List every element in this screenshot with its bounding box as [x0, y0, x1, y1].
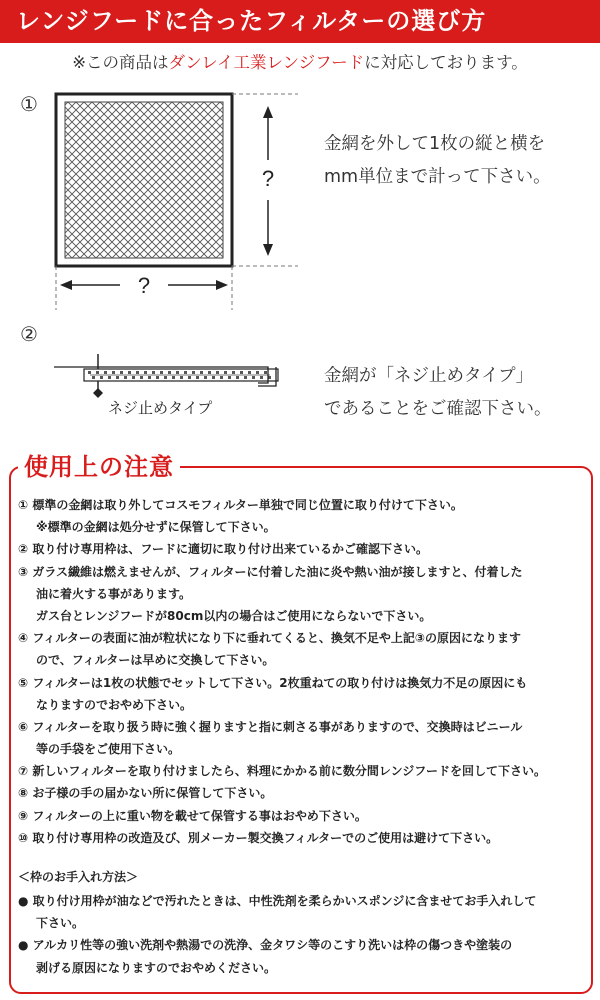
caution-item: 油に着火する事があります。	[36, 586, 192, 601]
care-list	[18, 890, 588, 979]
filter-mesh	[65, 102, 223, 258]
notice-suffix: に対応しております。	[364, 53, 528, 72]
caution-list	[18, 494, 588, 849]
step-2-line-1: 金網が「ネジ止めタイプ」	[324, 366, 534, 386]
compatibility-notice	[0, 49, 600, 73]
caution-title: 使用上の注意	[18, 447, 180, 482]
caution-item: 等の手袋をご使用下さい。	[36, 742, 181, 757]
caution-item: ② 取り付け専用枠は、フードに適切に取り付け出来ているかご確認下さい。	[18, 542, 428, 557]
step-2-instructions	[324, 360, 552, 426]
care-item: 下さい。	[36, 916, 85, 931]
step-2-line-2: であることをご確認下さい。	[324, 399, 552, 419]
screw-type-label: ネジ止めタイプ	[108, 399, 213, 417]
caution-item: ⑧ お子様の手の届かない所に保管して下さい。	[18, 786, 273, 801]
step-1-instructions	[324, 128, 551, 194]
notice-brand: ダンレイ工業レンジフード	[168, 53, 365, 72]
caution-item: ⑤ フィルターは1枚の状態でセットして下さい。2枚重ねての取り付けは換気力不足の原因にも	[18, 675, 528, 690]
caution-item: ① 標準の金網は取り外してコスモフィルター単独で同じ位置に取り付けて下さい。	[18, 498, 463, 512]
step-1-number: ①	[20, 92, 38, 116]
caution-item: ガス台とレンジフードが80cm以内の場合はご使用にならないで下さい。	[36, 608, 432, 623]
care-item: ● 取り付け用枠が油などで汚れたときは、中性洗剤を柔らかいスポンジに含ませてお手入れして	[18, 894, 537, 908]
caution-item: ⑨ フィルターの上に重い物を載せて保管する事はおやめ下さい。	[18, 808, 367, 823]
filter-measure-diagram	[40, 82, 300, 314]
caution-item: ので、フィルターは早めに交換して下さい。	[36, 653, 275, 668]
caution-item: ④ フィルターの表面に油が粒状になり下に垂れてくると、換気不足や上記③の原因になります	[18, 631, 522, 646]
care-heading: ＜枠のお手入れ方法＞	[18, 870, 139, 884]
page-title: レンジフードに合ったフィルターの選び方	[16, 7, 487, 35]
screw-type-diagram	[50, 350, 290, 426]
caution-item: ③ ガラス繊維は燃えませんが、フィルターに付着した油に炎や熱い油が接しますと、付着した	[18, 564, 523, 579]
height-unknown-label: ?	[261, 166, 275, 191]
caution-item: ⑩ 取り付け専用枠の改造及び、別メーカー製交換フィルターでのご使用は避けて下さい。	[18, 830, 499, 845]
width-unknown-label: ?	[137, 273, 151, 298]
caution-item: ※標準の金網は処分せずに保管して下さい。	[36, 520, 276, 535]
page-header	[0, 0, 600, 43]
caution-item: ⑦ 新しいフィルターを取り付けましたら、料理にかかる前に数分間レンジフードを回して下さい。	[18, 764, 546, 779]
notice-prefix: ※この商品は	[72, 53, 169, 72]
step-2-number: ②	[20, 322, 38, 346]
step-1-line-2: mm単位まで計って下さい。	[324, 167, 551, 187]
caution-item: ⑥ フィルターを取り扱う時に強く握りますと指に刺さる事がありますので、交換時はビニール	[18, 719, 523, 734]
screw-head-icon	[93, 388, 103, 398]
care-item: 剥げる原因になりますのでおやめください。	[36, 960, 277, 975]
caution-item: なりますのでおやめ下さい。	[36, 697, 193, 712]
step-1-line-1: 金網を外して1枚の縦と横を	[324, 134, 546, 154]
care-item: ● アルカリ性等の強い洗剤や熱湯での洗浄、金タワシ等のこすり洗いは枠の傷つきや塗装の	[18, 938, 513, 953]
